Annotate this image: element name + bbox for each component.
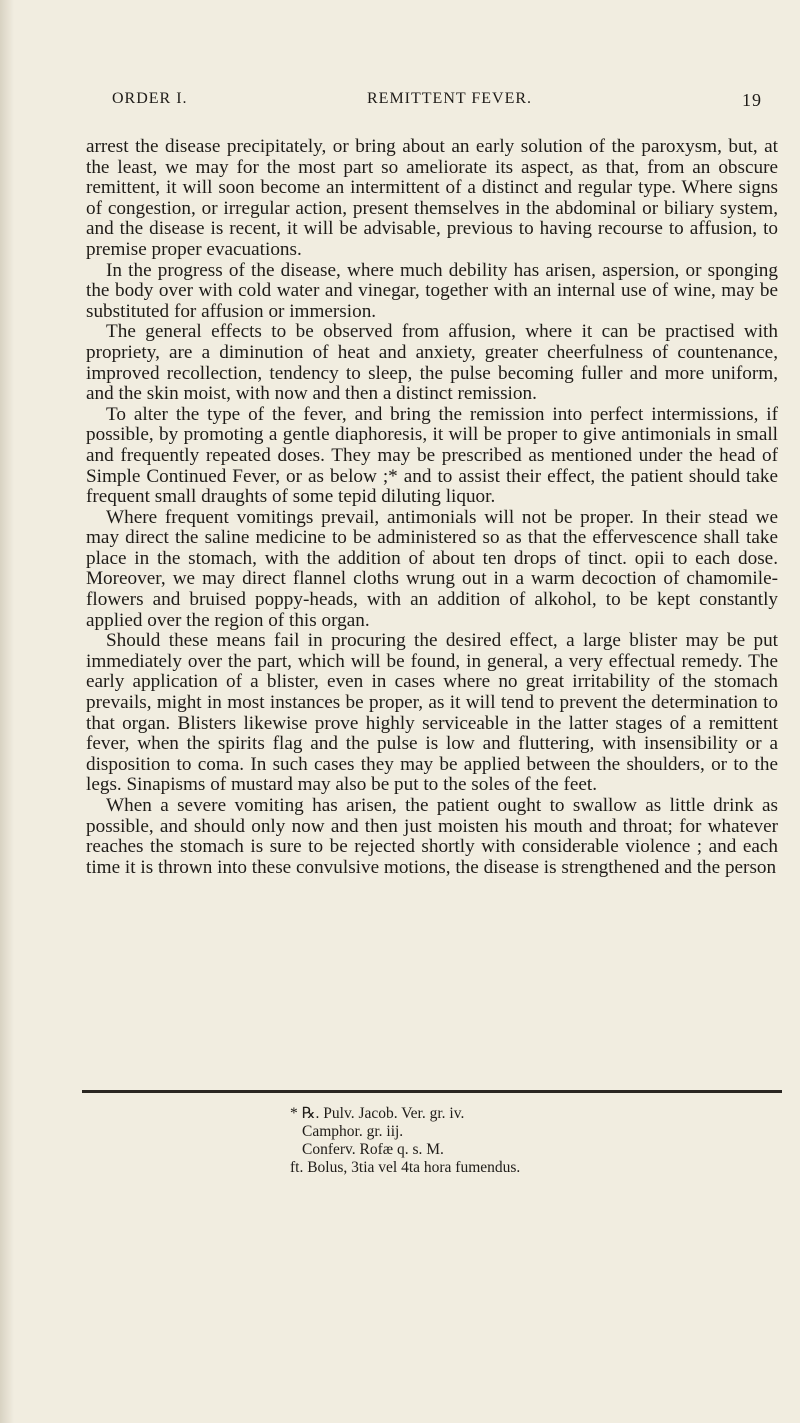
footnote-line: * ℞. Pulv. Jacob. Ver. gr. iv. <box>290 1105 465 1122</box>
footnote-line: Camphor. gr. iij. <box>302 1123 404 1140</box>
page-gutter-shadow <box>0 0 14 1423</box>
paragraph: Should these means fail in procuring the desired effect, a large blister may be put immediately over the part, which will be found, in general, a very effectual remedy. The early application of a blister, even in cases where no great irritability of the stomach prevails, might in most instances be proper, as it will tend to prevent the determination to that organ. Blisters likewise prove highly serviceable in the latter stages of a remittent fever, when the spirits flag and the pulse is low and fluttering, with insensibility or a disposition to coma. In such cases they may be applied between the shoulders, or to the legs. Sinapisms of mustard may also be put to the soles of the feet. <box>86 630 778 796</box>
paragraph: The general effects to be observed from affusion, where it can be practised with propriety, are a diminution of heat and anxiety, greater cheerfulness of countenance, improved recollection, tendency to sleep, the pulse becoming fuller and more uniform, and the skin moist, with now and then a distinct remission. <box>86 321 778 405</box>
paragraph: To alter the type of the fever, and bring the remission into perfect intermissions, if possible, by promoting a gentle diaphoresis, it will be proper to give antimonials in small and frequently repeated doses. They may be prescribed as mentioned under the head of Simple Continued Fever, or as below ;* and to assist their effect, the patient should take frequent small draughts of some tepid diluting liquor. <box>86 403 778 508</box>
body-text <box>86 137 778 878</box>
footnote-divider <box>82 1090 782 1093</box>
paragraph: In the progress of the disease, where much debility has arisen, aspersion, or sponging the body over with cold water and vinegar, together with an internal use of wine, may be substituted for affusion or immersion. <box>86 259 778 322</box>
running-head-title: REMITTENT FEVER. <box>367 90 533 107</box>
footnote-prescription <box>290 1105 710 1177</box>
running-head-order: ORDER I. <box>112 90 188 107</box>
paragraph: arrest the disease precipitately, or bring about an early solution of the paroxysm, but, at the least, we may for the most part so ameliorate its aspect, as that, from an obscure remittent, it will soon become an intermittent of a distinct and regular type. Where signs of congestion, or irregular action, present themselves in the abdominal or biliary system, and the disease is recent, it will be advisable, previous to having recourse to affusion, to premise proper evacuations. <box>86 136 778 260</box>
footnote-line: Conferv. Rofæ q. s. M. <box>302 1141 444 1158</box>
paragraph: Where frequent vomitings prevail, antimonials will not be proper. In their stead we may direct the saline medicine to be administered so as that the effervescence shall take place in the stomach, with the addition of about ten drops of tinct. opii to each dose. Moreover, we may direct flannel cloths wrung out in a warm decoction of chamomile-flowers and bruised poppy-heads, with an addition of alkohol, to be kept constantly applied over the region of this organ. <box>86 506 778 631</box>
paragraph: When a severe vomiting has arisen, the patient ought to swallow as little drink as possible, and should only now and then just moisten his mouth and throat; for whatever reaches the stomach is sure to be rejected shortly with considerable violence ; and each time it is thrown into these convulsive motions, the disease is strengthened and the person <box>86 795 778 878</box>
running-head <box>112 90 762 114</box>
footnote-line: ft. Bolus, 3tia vel 4ta hora fumendus. <box>290 1159 521 1176</box>
page-number: 19 <box>742 90 762 110</box>
